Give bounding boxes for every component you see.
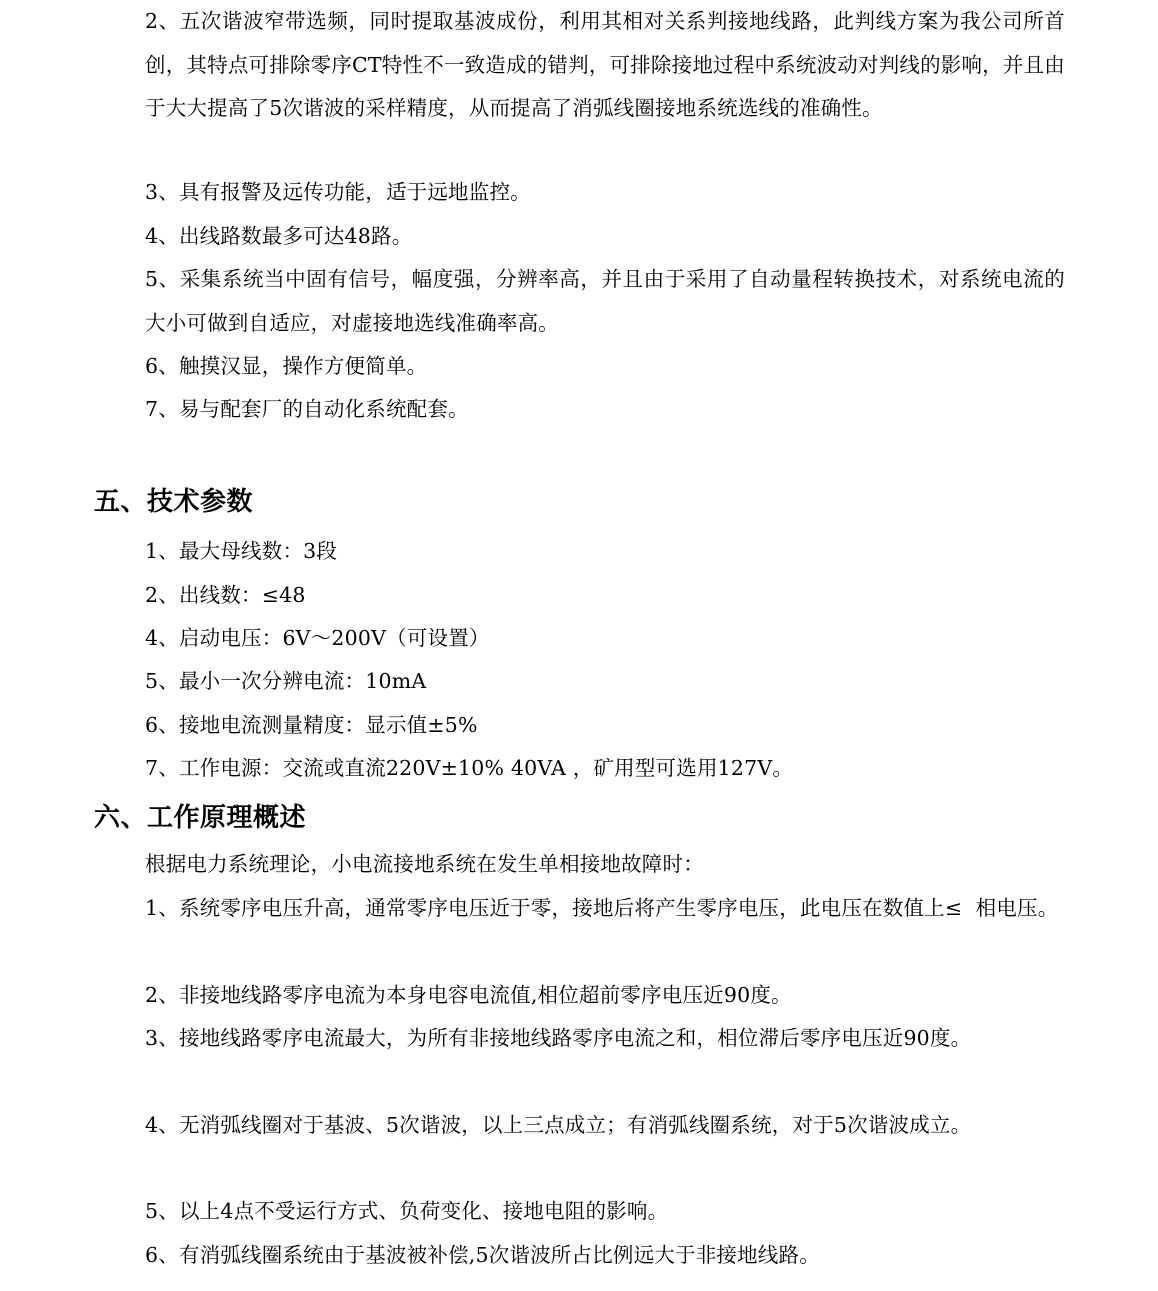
principle-item-6: 6、有消弧线圈系统由于基波被补偿,5次谐波所占比例远大于非接地线路。	[145, 1243, 820, 1267]
principle-item-2: 2、非接地线路零序电流为本身电容电流值,相位超前零序电压近90度。	[145, 983, 792, 1007]
feature-item-2: 2、五次谐波窄带选频，同时提取基波成份，利用其相对关系判接地线路，此判线方案为我公司所首创，其特点可排除零序CT特性不一致造成的错判，可排除接地过程中系统波动对判线的影响，并且由于大大提高了5次谐波的采样精度，从而提高了消弧线圈接地系统选线的准确性。	[145, 9, 1065, 120]
param-item-1: 1、最大母线数：3段	[145, 539, 338, 563]
section-heading-tech-params: 五、技术参数	[94, 487, 254, 517]
feature-item-4: 4、出线路数最多可达48路。	[145, 224, 413, 248]
feature-item-7: 7、易与配套厂的自动化系统配套。	[145, 397, 469, 421]
feature-item-3: 3、具有报警及远传功能，适于远地监控。	[145, 180, 531, 204]
feature-item-6: 6、触摸汉显，操作方便简单。	[145, 354, 428, 378]
feature-item-5: 5、采集系统当中固有信号，幅度强，分辨率高，并且由于采用了自动量程转换技术，对系统电流的大小可做到自适应，对虚接地选线准确率高。	[145, 267, 1065, 335]
param-item-5: 5、最小一次分辨电流：10mA	[145, 669, 427, 693]
principle-item-3: 3、接地线路零序电流最大，为所有非接地线路零序电流之和，相位滞后零序电压近90度。	[145, 1026, 972, 1050]
param-item-6: 6、接地电流测量精度：显示值±5%	[145, 713, 478, 737]
param-item-2: 2、出线数：≤48	[145, 583, 306, 607]
param-item-4: 4、启动电压：6V～200V（可设置）	[145, 626, 490, 650]
principle-intro: 根据电力系统理论，小电流接地系统在发生单相接地故障时：	[145, 852, 704, 876]
principle-item-1: 1、系统零序电压升高，通常零序电压近于零，接地后将产生零序电压，此电压在数值上≤ 相电压。	[145, 896, 1059, 920]
principle-item-4: 4、无消弧线圈对于基波、5次谐波，以上三点成立；有消弧线圈系统，对于5次谐波成立。	[145, 1113, 972, 1137]
principle-item-5: 5、以上4点不受运行方式、负荷变化、接地电阻的影响。	[145, 1199, 669, 1223]
section-heading-working-principle: 六、工作原理概述	[94, 803, 307, 833]
param-item-7: 7、工作电源：交流或直流220V±10% 40VA ，矿用型可选用127V。	[145, 756, 794, 780]
